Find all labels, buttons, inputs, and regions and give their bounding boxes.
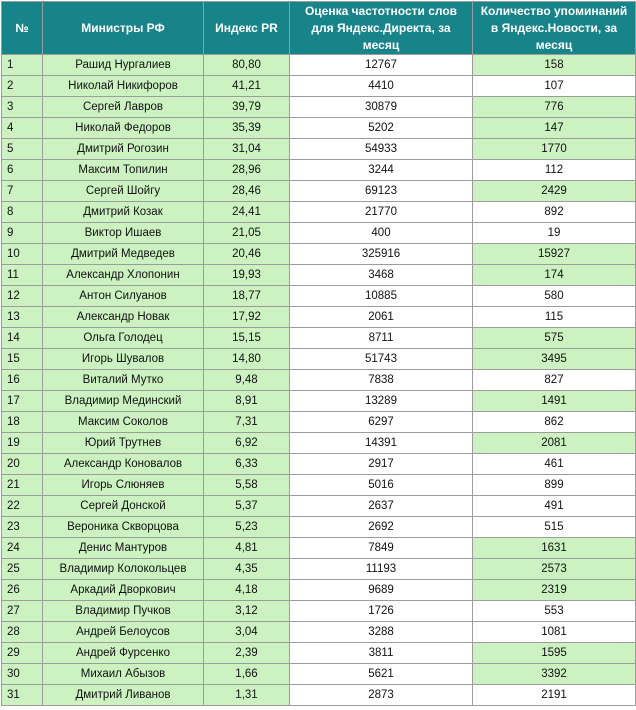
table-row xyxy=(2,643,636,664)
table-row xyxy=(2,328,636,349)
cell-yandex-direct: 3811 xyxy=(290,643,473,664)
cell-num: 16 xyxy=(2,370,43,391)
cell-minister-name: Владимир Мединский xyxy=(43,391,204,412)
cell-pr-index: 3,12 xyxy=(204,601,290,622)
cell-yandex-news: 2081 xyxy=(473,433,636,454)
cell-num: 14 xyxy=(2,328,43,349)
cell-num: 22 xyxy=(2,496,43,517)
cell-pr-index: 7,31 xyxy=(204,412,290,433)
cell-yandex-news: 1081 xyxy=(473,622,636,643)
cell-pr-index: 17,92 xyxy=(204,307,290,328)
cell-minister-name: Рашид Нургалиев xyxy=(43,55,204,76)
cell-yandex-news: 1491 xyxy=(473,391,636,412)
cell-minister-name: Андрей Белоусов xyxy=(43,622,204,643)
cell-yandex-news: 776 xyxy=(473,97,636,118)
cell-minister-name: Антон Силуанов xyxy=(43,286,204,307)
cell-pr-index: 5,37 xyxy=(204,496,290,517)
cell-pr-index: 6,92 xyxy=(204,433,290,454)
cell-minister-name: Дмитрий Рогозин xyxy=(43,139,204,160)
cell-yandex-direct: 5016 xyxy=(290,475,473,496)
cell-num: 12 xyxy=(2,286,43,307)
cell-pr-index: 5,58 xyxy=(204,475,290,496)
cell-minister-name: Денис Мантуров xyxy=(43,538,204,559)
cell-yandex-news: 892 xyxy=(473,202,636,223)
cell-yandex-news: 2191 xyxy=(473,685,636,706)
table-row xyxy=(2,475,636,496)
cell-minister-name: Сергей Шойгу xyxy=(43,181,204,202)
cell-yandex-news: 575 xyxy=(473,328,636,349)
cell-minister-name: Юрий Трутнев xyxy=(43,433,204,454)
cell-yandex-direct: 9689 xyxy=(290,580,473,601)
table-row xyxy=(2,370,636,391)
header-minister: Министры РФ xyxy=(43,2,204,55)
cell-num: 30 xyxy=(2,664,43,685)
cell-yandex-direct: 10885 xyxy=(290,286,473,307)
cell-yandex-direct: 11193 xyxy=(290,559,473,580)
cell-yandex-direct: 2917 xyxy=(290,454,473,475)
table-row xyxy=(2,454,636,475)
cell-num: 17 xyxy=(2,391,43,412)
cell-yandex-news: 158 xyxy=(473,55,636,76)
cell-num: 2 xyxy=(2,76,43,97)
cell-num: 8 xyxy=(2,202,43,223)
cell-minister-name: Александр Хлопонин xyxy=(43,265,204,286)
cell-minister-name: Владимир Колокольцев xyxy=(43,559,204,580)
cell-yandex-direct: 14391 xyxy=(290,433,473,454)
cell-num: 23 xyxy=(2,517,43,538)
cell-num: 3 xyxy=(2,97,43,118)
cell-yandex-news: 19 xyxy=(473,223,636,244)
cell-num: 18 xyxy=(2,412,43,433)
cell-num: 21 xyxy=(2,475,43,496)
cell-minister-name: Виталий Мутко xyxy=(43,370,204,391)
cell-pr-index: 2,39 xyxy=(204,643,290,664)
cell-yandex-news: 174 xyxy=(473,265,636,286)
cell-pr-index: 14,80 xyxy=(204,349,290,370)
cell-yandex-direct: 2873 xyxy=(290,685,473,706)
cell-yandex-news: 515 xyxy=(473,517,636,538)
cell-num: 7 xyxy=(2,181,43,202)
cell-yandex-news: 899 xyxy=(473,475,636,496)
cell-yandex-news: 1631 xyxy=(473,538,636,559)
cell-yandex-direct: 30879 xyxy=(290,97,473,118)
cell-minister-name: Владимир Пучков xyxy=(43,601,204,622)
cell-minister-name: Александр Новак xyxy=(43,307,204,328)
table-row xyxy=(2,55,636,76)
table-row xyxy=(2,139,636,160)
table-row xyxy=(2,538,636,559)
cell-yandex-direct: 54933 xyxy=(290,139,473,160)
table-row xyxy=(2,391,636,412)
cell-yandex-direct: 1726 xyxy=(290,601,473,622)
cell-yandex-direct: 2061 xyxy=(290,307,473,328)
cell-pr-index: 28,96 xyxy=(204,160,290,181)
cell-num: 11 xyxy=(2,265,43,286)
cell-yandex-direct: 400 xyxy=(290,223,473,244)
cell-yandex-news: 1595 xyxy=(473,643,636,664)
cell-minister-name: Николай Никифоров xyxy=(43,76,204,97)
table-row xyxy=(2,349,636,370)
cell-num: 27 xyxy=(2,601,43,622)
header-num: № xyxy=(2,2,43,55)
cell-num: 24 xyxy=(2,538,43,559)
table-body xyxy=(2,55,636,706)
cell-minister-name: Игорь Шувалов xyxy=(43,349,204,370)
table-row xyxy=(2,412,636,433)
cell-pr-index: 3,04 xyxy=(204,622,290,643)
cell-yandex-news: 2319 xyxy=(473,580,636,601)
cell-yandex-news: 147 xyxy=(473,118,636,139)
cell-pr-index: 31,04 xyxy=(204,139,290,160)
cell-pr-index: 4,35 xyxy=(204,559,290,580)
table-row xyxy=(2,286,636,307)
cell-minister-name: Дмитрий Медведев xyxy=(43,244,204,265)
cell-num: 10 xyxy=(2,244,43,265)
table-row xyxy=(2,307,636,328)
table-row xyxy=(2,265,636,286)
cell-pr-index: 15,15 xyxy=(204,328,290,349)
cell-pr-index: 6,33 xyxy=(204,454,290,475)
cell-yandex-direct: 5621 xyxy=(290,664,473,685)
cell-num: 4 xyxy=(2,118,43,139)
cell-minister-name: Сергей Донской xyxy=(43,496,204,517)
cell-yandex-news: 112 xyxy=(473,160,636,181)
cell-yandex-direct: 6297 xyxy=(290,412,473,433)
cell-yandex-news: 15927 xyxy=(473,244,636,265)
cell-yandex-news: 3495 xyxy=(473,349,636,370)
cell-yandex-direct: 325916 xyxy=(290,244,473,265)
cell-num: 9 xyxy=(2,223,43,244)
cell-yandex-news: 3392 xyxy=(473,664,636,685)
cell-yandex-direct: 3468 xyxy=(290,265,473,286)
cell-minister-name: Максим Соколов xyxy=(43,412,204,433)
cell-pr-index: 80,80 xyxy=(204,55,290,76)
table-row xyxy=(2,181,636,202)
cell-yandex-news: 491 xyxy=(473,496,636,517)
header-pr-index: Индекс PR xyxy=(204,2,290,55)
table-row xyxy=(2,580,636,601)
table-row xyxy=(2,664,636,685)
cell-minister-name: Аркадий Дворкович xyxy=(43,580,204,601)
cell-pr-index: 20,46 xyxy=(204,244,290,265)
cell-minister-name: Николай Федоров xyxy=(43,118,204,139)
cell-num: 5 xyxy=(2,139,43,160)
cell-yandex-news: 580 xyxy=(473,286,636,307)
cell-yandex-news: 2429 xyxy=(473,181,636,202)
cell-pr-index: 35,39 xyxy=(204,118,290,139)
cell-minister-name: Максим Топилин xyxy=(43,160,204,181)
cell-pr-index: 5,23 xyxy=(204,517,290,538)
table-row xyxy=(2,244,636,265)
cell-minister-name: Вероника Скворцова xyxy=(43,517,204,538)
cell-yandex-direct: 12767 xyxy=(290,55,473,76)
cell-yandex-news: 1770 xyxy=(473,139,636,160)
cell-num: 19 xyxy=(2,433,43,454)
table-row xyxy=(2,160,636,181)
cell-minister-name: Андрей Фурсенко xyxy=(43,643,204,664)
cell-pr-index: 24,41 xyxy=(204,202,290,223)
table-row xyxy=(2,118,636,139)
table-row xyxy=(2,685,636,706)
cell-yandex-news: 107 xyxy=(473,76,636,97)
cell-pr-index: 4,81 xyxy=(204,538,290,559)
table-row xyxy=(2,202,636,223)
cell-pr-index: 1,31 xyxy=(204,685,290,706)
table-row xyxy=(2,496,636,517)
cell-num: 13 xyxy=(2,307,43,328)
cell-yandex-direct: 51743 xyxy=(290,349,473,370)
table-row xyxy=(2,433,636,454)
cell-yandex-news: 115 xyxy=(473,307,636,328)
table-row xyxy=(2,622,636,643)
header-yandex-direct: Оценка частотности слов для Яндекс.Директа, за месяц xyxy=(290,2,473,55)
cell-yandex-direct: 2692 xyxy=(290,517,473,538)
table-row xyxy=(2,223,636,244)
cell-minister-name: Виктор Ишаев xyxy=(43,223,204,244)
ministers-table xyxy=(1,1,636,706)
cell-minister-name: Дмитрий Ливанов xyxy=(43,685,204,706)
cell-num: 28 xyxy=(2,622,43,643)
table-row xyxy=(2,76,636,97)
cell-pr-index: 41,21 xyxy=(204,76,290,97)
cell-yandex-direct: 2637 xyxy=(290,496,473,517)
cell-minister-name: Сергей Лавров xyxy=(43,97,204,118)
cell-yandex-direct: 4410 xyxy=(290,76,473,97)
cell-pr-index: 9,48 xyxy=(204,370,290,391)
cell-num: 25 xyxy=(2,559,43,580)
cell-pr-index: 21,05 xyxy=(204,223,290,244)
cell-num: 26 xyxy=(2,580,43,601)
cell-num: 29 xyxy=(2,643,43,664)
cell-yandex-direct: 7849 xyxy=(290,538,473,559)
table-row xyxy=(2,601,636,622)
cell-pr-index: 28,46 xyxy=(204,181,290,202)
header-row xyxy=(2,2,636,55)
cell-pr-index: 39,79 xyxy=(204,97,290,118)
cell-num: 1 xyxy=(2,55,43,76)
cell-pr-index: 1,66 xyxy=(204,664,290,685)
cell-num: 20 xyxy=(2,454,43,475)
cell-minister-name: Дмитрий Козак xyxy=(43,202,204,223)
table-row xyxy=(2,559,636,580)
cell-pr-index: 18,77 xyxy=(204,286,290,307)
cell-minister-name: Михаил Абызов xyxy=(43,664,204,685)
cell-yandex-news: 862 xyxy=(473,412,636,433)
cell-minister-name: Ольга Голодец xyxy=(43,328,204,349)
cell-num: 31 xyxy=(2,685,43,706)
cell-yandex-direct: 69123 xyxy=(290,181,473,202)
cell-minister-name: Игорь Слюняев xyxy=(43,475,204,496)
cell-yandex-news: 553 xyxy=(473,601,636,622)
cell-num: 6 xyxy=(2,160,43,181)
cell-yandex-direct: 5202 xyxy=(290,118,473,139)
cell-yandex-direct: 8711 xyxy=(290,328,473,349)
cell-yandex-direct: 21770 xyxy=(290,202,473,223)
header-yandex-news: Количество упоминаний в Яндекс.Новости, за месяц xyxy=(473,2,636,55)
cell-pr-index: 19,93 xyxy=(204,265,290,286)
cell-yandex-news: 2573 xyxy=(473,559,636,580)
cell-yandex-direct: 3288 xyxy=(290,622,473,643)
cell-yandex-direct: 13289 xyxy=(290,391,473,412)
cell-yandex-news: 827 xyxy=(473,370,636,391)
table-row xyxy=(2,97,636,118)
cell-yandex-news: 461 xyxy=(473,454,636,475)
cell-pr-index: 4,18 xyxy=(204,580,290,601)
table-row xyxy=(2,517,636,538)
cell-pr-index: 8,91 xyxy=(204,391,290,412)
cell-minister-name: Александр Коновалов xyxy=(43,454,204,475)
cell-yandex-direct: 7838 xyxy=(290,370,473,391)
cell-yandex-direct: 3244 xyxy=(290,160,473,181)
cell-num: 15 xyxy=(2,349,43,370)
